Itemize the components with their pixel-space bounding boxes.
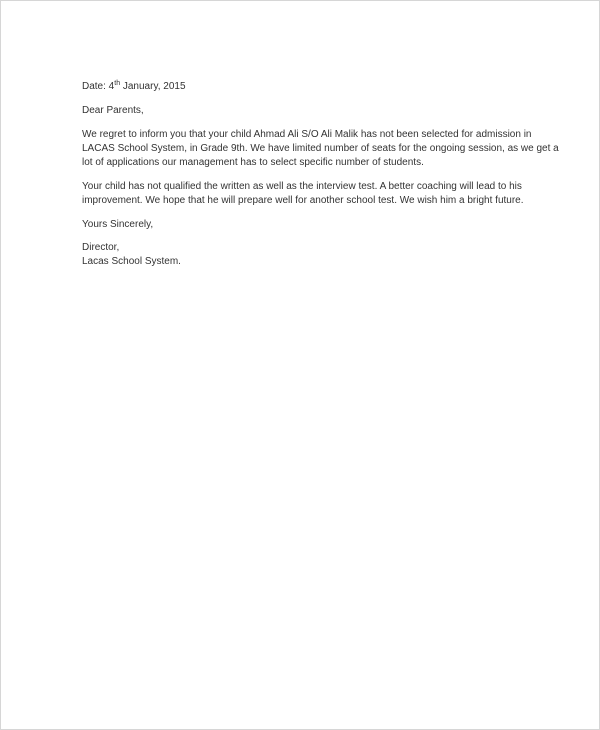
letter-date (82, 81, 186, 93)
paragraph-2-line: Your child has not qualified the written as well as the interview test. A better coaching will lead to his (82, 181, 522, 192)
signature-organization: Lacas School System. (82, 256, 181, 267)
date-month-year: January, 2015 (120, 81, 186, 92)
paragraph-1-line: lot of applications our management has to select specific number of students. (82, 157, 424, 168)
signature-title: Director, (82, 242, 120, 253)
date-text: Date: 4 (82, 81, 115, 92)
date-ordinal: th (114, 80, 121, 87)
salutation: Dear Parents, (82, 105, 144, 116)
closing: Yours Sincerely, (82, 219, 154, 230)
paragraph-1-line: LACAS School System, in Grade 9th. We have limited number of seats for the ongoing session, as we get a (82, 143, 559, 154)
paragraph-2-line: improvement. We hope that he will prepare well for another school test. We wish him a bright future. (82, 195, 524, 206)
paragraph-1-line: We regret to inform you that your child Ahmad Ali S/O Ali Malik has not been selected for admission in (82, 129, 532, 140)
